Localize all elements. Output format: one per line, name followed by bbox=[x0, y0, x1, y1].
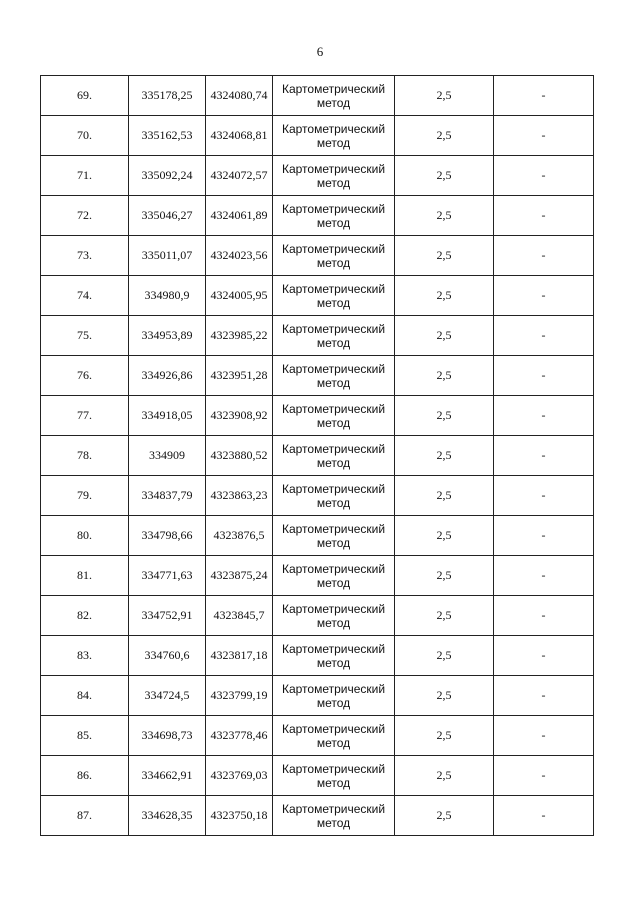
method-text-line: метод bbox=[316, 295, 351, 310]
method-text-line: метод bbox=[316, 575, 351, 590]
method-text-line: метод bbox=[316, 775, 351, 790]
method-text-line: Картометрический bbox=[281, 561, 386, 576]
description-cell: - bbox=[494, 596, 594, 636]
method-cell bbox=[273, 196, 395, 236]
accuracy-cell: 2,5 bbox=[395, 76, 494, 116]
x-coordinate-cell: 335092,24 bbox=[129, 156, 206, 196]
method-text-line: метод bbox=[316, 95, 351, 110]
accuracy-cell: 2,5 bbox=[395, 636, 494, 676]
y-coordinate-cell: 4323985,22 bbox=[206, 316, 273, 356]
method-text-line: Картометрический bbox=[281, 401, 386, 416]
method-text-line: Картометрический bbox=[281, 281, 386, 296]
accuracy-cell: 2,5 bbox=[395, 396, 494, 436]
description-cell: - bbox=[494, 636, 594, 676]
table-row bbox=[41, 556, 594, 596]
method-cell bbox=[273, 76, 395, 116]
y-coordinate-cell: 4323875,24 bbox=[206, 556, 273, 596]
table-row bbox=[41, 596, 594, 636]
x-coordinate-cell: 335162,53 bbox=[129, 116, 206, 156]
table-row bbox=[41, 516, 594, 556]
y-coordinate-cell: 4323778,46 bbox=[206, 716, 273, 756]
table-row bbox=[41, 716, 594, 756]
table-row bbox=[41, 236, 594, 276]
method-cell bbox=[273, 116, 395, 156]
method-cell bbox=[273, 596, 395, 636]
y-coordinate-cell: 4324005,95 bbox=[206, 276, 273, 316]
description-cell: - bbox=[494, 276, 594, 316]
method-text-line: метод bbox=[316, 735, 351, 750]
description-cell: - bbox=[494, 196, 594, 236]
y-coordinate-cell: 4323769,03 bbox=[206, 756, 273, 796]
accuracy-cell: 2,5 bbox=[395, 756, 494, 796]
method-cell bbox=[273, 316, 395, 356]
accuracy-cell: 2,5 bbox=[395, 236, 494, 276]
accuracy-cell: 2,5 bbox=[395, 276, 494, 316]
description-cell: - bbox=[494, 76, 594, 116]
accuracy-cell: 2,5 bbox=[395, 716, 494, 756]
x-coordinate-cell: 334926,86 bbox=[129, 356, 206, 396]
method-text-line: Картометрический bbox=[281, 521, 386, 536]
y-coordinate-cell: 4324061,89 bbox=[206, 196, 273, 236]
method-cell bbox=[273, 796, 395, 836]
method-cell bbox=[273, 516, 395, 556]
method-cell bbox=[273, 716, 395, 756]
method-text-line: метод bbox=[316, 255, 351, 270]
description-cell: - bbox=[494, 156, 594, 196]
y-coordinate-cell: 4324068,81 bbox=[206, 116, 273, 156]
table-row bbox=[41, 796, 594, 836]
method-text-line: Картометрический bbox=[281, 161, 386, 176]
table-row bbox=[41, 756, 594, 796]
method-cell bbox=[273, 356, 395, 396]
point-number-cell: 80. bbox=[41, 516, 129, 556]
point-number-cell: 77. bbox=[41, 396, 129, 436]
method-text-line: метод bbox=[316, 655, 351, 670]
table-row bbox=[41, 276, 594, 316]
method-cell bbox=[273, 396, 395, 436]
table-row bbox=[41, 196, 594, 236]
point-number-cell: 69. bbox=[41, 76, 129, 116]
method-text-line: Картометрический bbox=[281, 321, 386, 336]
description-cell: - bbox=[494, 316, 594, 356]
x-coordinate-cell: 334752,91 bbox=[129, 596, 206, 636]
table-row bbox=[41, 76, 594, 116]
method-cell bbox=[273, 676, 395, 716]
method-text-line: Картометрический bbox=[281, 121, 386, 136]
point-number-cell: 72. bbox=[41, 196, 129, 236]
method-text-line: Картометрический bbox=[281, 801, 386, 816]
x-coordinate-cell: 334662,91 bbox=[129, 756, 206, 796]
x-coordinate-cell: 335046,27 bbox=[129, 196, 206, 236]
y-coordinate-cell: 4324080,74 bbox=[206, 76, 273, 116]
description-cell: - bbox=[494, 676, 594, 716]
accuracy-cell: 2,5 bbox=[395, 436, 494, 476]
point-number-cell: 81. bbox=[41, 556, 129, 596]
method-text-line: Картометрический bbox=[281, 481, 386, 496]
method-text-line: Картометрический bbox=[281, 241, 386, 256]
x-coordinate-cell: 334837,79 bbox=[129, 476, 206, 516]
y-coordinate-cell: 4324023,56 bbox=[206, 236, 273, 276]
method-text-line: метод bbox=[316, 535, 351, 550]
x-coordinate-cell: 335011,07 bbox=[129, 236, 206, 276]
description-cell: - bbox=[494, 756, 594, 796]
method-cell bbox=[273, 476, 395, 516]
point-number-cell: 86. bbox=[41, 756, 129, 796]
y-coordinate-cell: 4323799,19 bbox=[206, 676, 273, 716]
description-cell: - bbox=[494, 516, 594, 556]
point-number-cell: 76. bbox=[41, 356, 129, 396]
description-cell: - bbox=[494, 556, 594, 596]
method-text-line: метод bbox=[316, 455, 351, 470]
method-text-line: метод bbox=[316, 415, 351, 430]
y-coordinate-cell: 4323863,23 bbox=[206, 476, 273, 516]
accuracy-cell: 2,5 bbox=[395, 356, 494, 396]
table-row bbox=[41, 356, 594, 396]
x-coordinate-cell: 334760,6 bbox=[129, 636, 206, 676]
method-cell bbox=[273, 636, 395, 676]
y-coordinate-cell: 4323876,5 bbox=[206, 516, 273, 556]
y-coordinate-cell: 4323845,7 bbox=[206, 596, 273, 636]
method-text-line: Картометрический bbox=[281, 601, 386, 616]
table-row bbox=[41, 396, 594, 436]
coordinates-table bbox=[40, 75, 594, 836]
method-text-line: Картометрический bbox=[281, 761, 386, 776]
coordinates-table-body bbox=[41, 76, 594, 836]
method-text-line: Картометрический bbox=[281, 681, 386, 696]
y-coordinate-cell: 4323908,92 bbox=[206, 396, 273, 436]
description-cell: - bbox=[494, 436, 594, 476]
description-cell: - bbox=[494, 796, 594, 836]
method-text-line: метод bbox=[316, 375, 351, 390]
accuracy-cell: 2,5 bbox=[395, 316, 494, 356]
point-number-cell: 79. bbox=[41, 476, 129, 516]
method-cell bbox=[273, 756, 395, 796]
description-cell: - bbox=[494, 116, 594, 156]
y-coordinate-cell: 4323750,18 bbox=[206, 796, 273, 836]
description-cell: - bbox=[494, 236, 594, 276]
description-cell: - bbox=[494, 476, 594, 516]
table-row bbox=[41, 436, 594, 476]
accuracy-cell: 2,5 bbox=[395, 476, 494, 516]
point-number-cell: 85. bbox=[41, 716, 129, 756]
x-coordinate-cell: 334771,63 bbox=[129, 556, 206, 596]
x-coordinate-cell: 334698,73 bbox=[129, 716, 206, 756]
method-text-line: метод bbox=[316, 135, 351, 150]
point-number-cell: 78. bbox=[41, 436, 129, 476]
x-coordinate-cell: 334918,05 bbox=[129, 396, 206, 436]
method-text-line: Картометрический bbox=[281, 201, 386, 216]
method-cell bbox=[273, 556, 395, 596]
x-coordinate-cell: 335178,25 bbox=[129, 76, 206, 116]
method-text-line: метод bbox=[316, 215, 351, 230]
x-coordinate-cell: 334724,5 bbox=[129, 676, 206, 716]
method-cell bbox=[273, 276, 395, 316]
accuracy-cell: 2,5 bbox=[395, 516, 494, 556]
method-cell bbox=[273, 156, 395, 196]
method-text-line: метод bbox=[316, 175, 351, 190]
method-text-line: Картометрический bbox=[281, 81, 386, 96]
point-number-cell: 87. bbox=[41, 796, 129, 836]
point-number-cell: 70. bbox=[41, 116, 129, 156]
x-coordinate-cell: 334628,35 bbox=[129, 796, 206, 836]
table-row bbox=[41, 116, 594, 156]
table-row bbox=[41, 316, 594, 356]
method-text-line: метод bbox=[316, 695, 351, 710]
table-row bbox=[41, 156, 594, 196]
table-row bbox=[41, 676, 594, 716]
accuracy-cell: 2,5 bbox=[395, 196, 494, 236]
accuracy-cell: 2,5 bbox=[395, 596, 494, 636]
method-cell bbox=[273, 436, 395, 476]
y-coordinate-cell: 4324072,57 bbox=[206, 156, 273, 196]
y-coordinate-cell: 4323880,52 bbox=[206, 436, 273, 476]
point-number-cell: 82. bbox=[41, 596, 129, 636]
x-coordinate-cell: 334953,89 bbox=[129, 316, 206, 356]
accuracy-cell: 2,5 bbox=[395, 116, 494, 156]
x-coordinate-cell: 334909 bbox=[129, 436, 206, 476]
accuracy-cell: 2,5 bbox=[395, 156, 494, 196]
method-text-line: метод bbox=[316, 815, 351, 830]
accuracy-cell: 2,5 bbox=[395, 676, 494, 716]
point-number-cell: 84. bbox=[41, 676, 129, 716]
method-text-line: метод bbox=[316, 335, 351, 350]
x-coordinate-cell: 334980,9 bbox=[129, 276, 206, 316]
table-row bbox=[41, 636, 594, 676]
method-text-line: метод bbox=[316, 615, 351, 630]
table-row bbox=[41, 476, 594, 516]
point-number-cell: 71. bbox=[41, 156, 129, 196]
method-text-line: Картометрический bbox=[281, 361, 386, 376]
x-coordinate-cell: 334798,66 bbox=[129, 516, 206, 556]
y-coordinate-cell: 4323817,18 bbox=[206, 636, 273, 676]
point-number-cell: 73. bbox=[41, 236, 129, 276]
method-text-line: Картометрический bbox=[281, 441, 386, 456]
page-number: 6 bbox=[316, 44, 324, 59]
point-number-cell: 74. bbox=[41, 276, 129, 316]
accuracy-cell: 2,5 bbox=[395, 796, 494, 836]
point-number-cell: 83. bbox=[41, 636, 129, 676]
accuracy-cell: 2,5 bbox=[395, 556, 494, 596]
method-text-line: Картометрический bbox=[281, 641, 386, 656]
description-cell: - bbox=[494, 396, 594, 436]
y-coordinate-cell: 4323951,28 bbox=[206, 356, 273, 396]
method-text-line: Картометрический bbox=[281, 721, 386, 736]
description-cell: - bbox=[494, 716, 594, 756]
method-cell bbox=[273, 236, 395, 276]
method-text-line: метод bbox=[316, 495, 351, 510]
description-cell: - bbox=[494, 356, 594, 396]
point-number-cell: 75. bbox=[41, 316, 129, 356]
